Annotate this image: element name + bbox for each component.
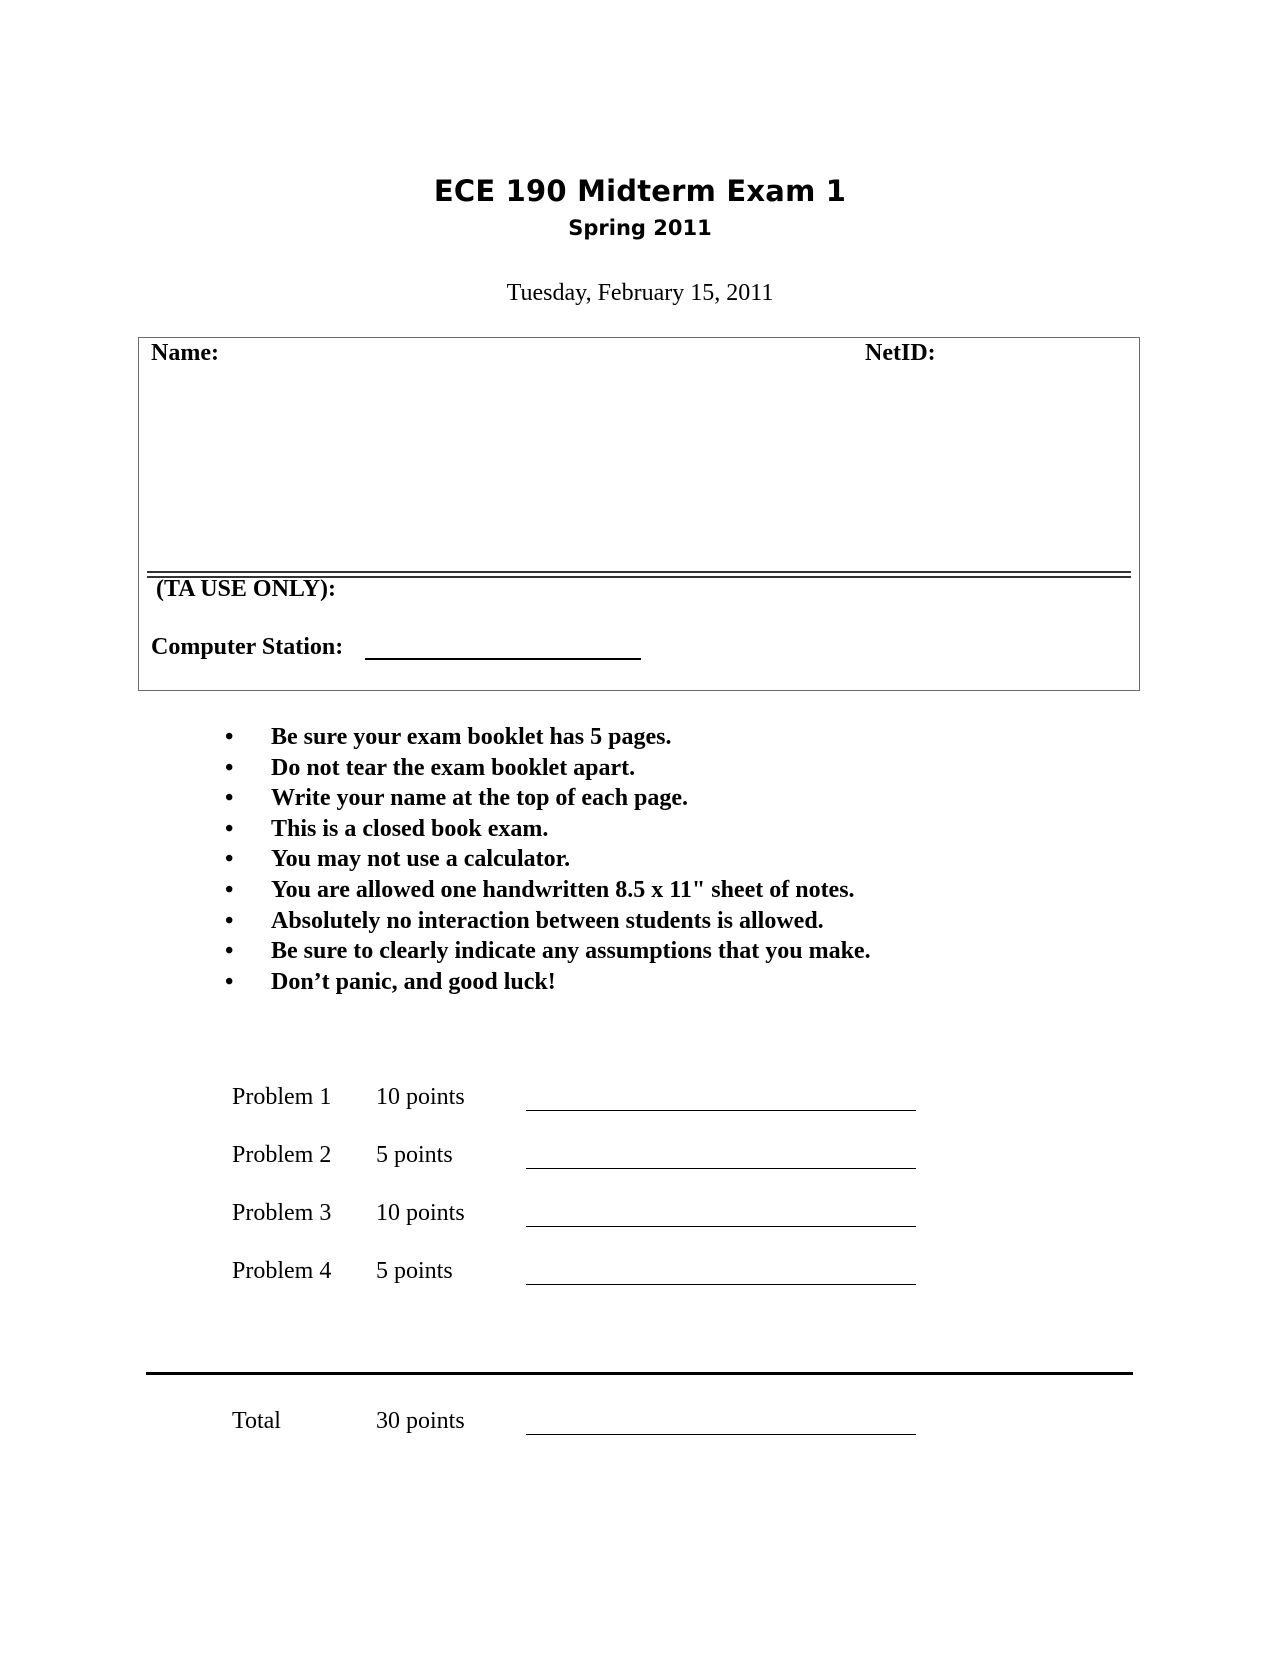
instruction-text: Be sure your exam booklet has 5 pages. [271,724,672,750]
problem-points: 5 points [376,1258,453,1284]
score-blank [526,1110,916,1111]
problem-points: 5 points [376,1142,453,1168]
bullet-icon: • [225,724,234,750]
score-row-total [0,1408,1280,1448]
problem-label: Problem 2 [232,1142,332,1168]
bullet-icon: • [225,938,234,965]
list-item [225,875,871,906]
bullet-icon: • [225,968,234,995]
score-row-problem-3 [0,1200,1280,1240]
instruction-text: Don’t panic, and good luck! [271,968,556,995]
bullet-icon: • [225,754,234,781]
list-item [225,844,871,875]
student-info-box [138,337,1140,691]
exam-term: Spring 2011 [568,216,712,240]
problem-label: Problem 1 [232,1084,332,1110]
exam-date: Tuesday, February 15, 2011 [506,280,774,306]
instruction-text: This is a closed book exam. [271,815,549,842]
list-item [225,783,871,814]
list-item [225,906,871,937]
bullet-icon: • [225,815,234,842]
instruction-text: Write your name at the top of each page. [271,785,689,812]
list-item [225,936,871,967]
total-divider [146,1372,1133,1375]
problem-points: 10 points [376,1084,465,1110]
instruction-text: You are allowed one handwritten 8.5 x 11" sheet of notes. [271,876,855,903]
total-label: Total [232,1408,281,1434]
list-item [225,967,871,998]
instructions-list [225,722,871,997]
list-item [225,814,871,845]
score-row-problem-1 [0,1084,1280,1124]
list-item [225,753,871,784]
score-blank [526,1434,916,1435]
name-label: Name: [151,340,219,366]
instruction-text: Absolutely no interaction between students is allowed. [271,907,824,934]
total-points: 30 points [376,1408,465,1434]
netid-label: NetID: [865,340,936,366]
score-blank [526,1168,916,1169]
problem-points: 10 points [376,1200,465,1226]
problem-label: Problem 4 [232,1258,332,1284]
bullet-icon: • [225,785,234,812]
exam-title: ECE 190 Midterm Exam 1 [433,174,847,208]
ta-use-only-label: (TA USE ONLY): [156,576,337,602]
instruction-text: You may not use a calculator. [271,846,571,873]
computer-station-label: Computer Station: [151,634,344,660]
problem-label: Problem 3 [232,1200,332,1226]
score-blank [526,1284,916,1285]
bullet-icon: • [225,876,234,903]
instruction-text: Be sure to clearly indicate any assumptions that you make. [271,938,871,965]
list-item [225,722,871,753]
score-row-problem-2 [0,1142,1280,1182]
computer-station-blank [365,658,641,660]
score-row-problem-4 [0,1258,1280,1298]
bullet-icon: • [225,907,234,934]
instruction-text: Do not tear the exam booklet apart. [271,754,636,781]
score-blank [526,1226,916,1227]
bullet-icon: • [225,846,234,873]
